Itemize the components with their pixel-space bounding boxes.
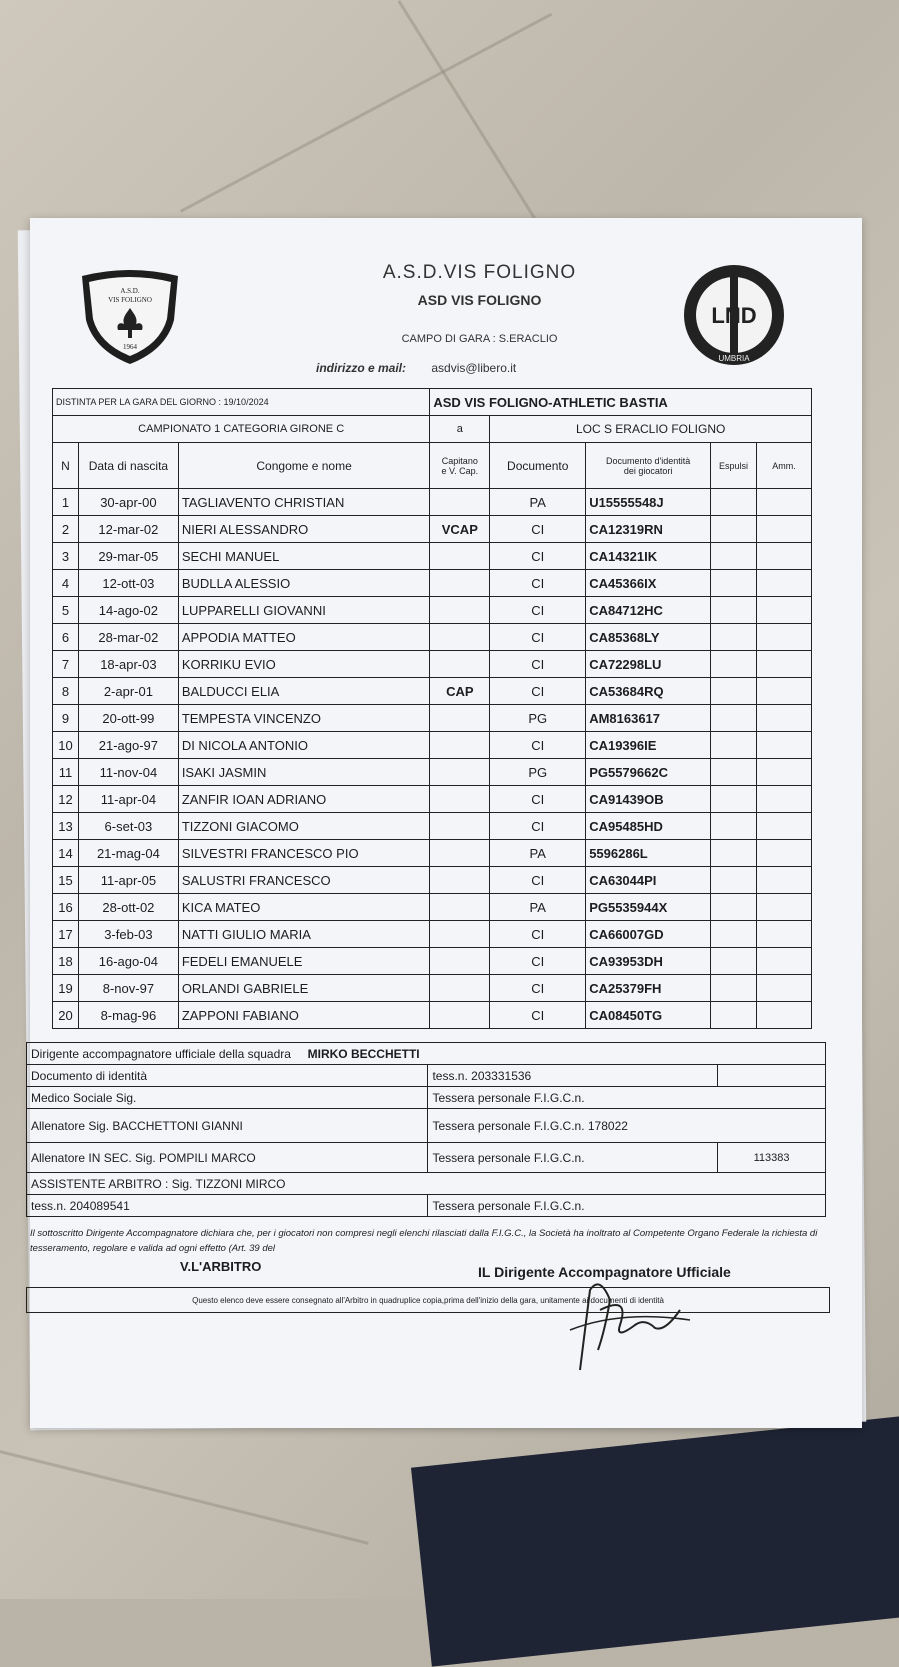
player-espulsi bbox=[711, 1002, 757, 1029]
distinta-row bbox=[53, 389, 812, 416]
declaration-text: Il sottoscritto Dirigente Accompagnatore dichiara che, per i giocatori non compresi negli elenchi rilasciati dalla F.I.G.C., la Società ha inoltrato al Competente Organo Federale la richiesta di tesseramento, regolare e valida ad ogni effetto (Art. 39 del bbox=[30, 1228, 818, 1254]
player-name: FEDELI EMANUELE bbox=[178, 948, 430, 975]
player-doc-id: CA19396IE bbox=[586, 732, 711, 759]
player-number: 3 bbox=[53, 543, 79, 570]
table-row bbox=[53, 543, 812, 570]
player-doc-type: PG bbox=[490, 759, 586, 786]
club-title: A.S.D.VIS FOLIGNO bbox=[382, 262, 577, 283]
player-captain bbox=[430, 759, 490, 786]
player-rows bbox=[53, 489, 812, 1029]
player-dob: 6-set-03 bbox=[78, 813, 178, 840]
staff-table bbox=[26, 1042, 826, 1217]
player-name: LUPPARELLI GIOVANNI bbox=[178, 597, 430, 624]
distinta-date: DISTINTA PER LA GARA DEL GIORNO : 19/10/2024 bbox=[53, 389, 430, 416]
player-doc-id: CA66007GD bbox=[586, 921, 711, 948]
players-table bbox=[52, 388, 812, 1029]
player-captain bbox=[430, 624, 490, 651]
allenatore-sec-number: 113383 bbox=[718, 1143, 826, 1173]
player-captain bbox=[430, 975, 490, 1002]
player-espulsi bbox=[711, 759, 757, 786]
assistente-tess-row bbox=[27, 1195, 826, 1217]
player-number: 1 bbox=[53, 489, 79, 516]
documento-row bbox=[27, 1065, 826, 1087]
assistente-row bbox=[27, 1173, 826, 1195]
player-amm bbox=[757, 1002, 812, 1029]
player-number: 11 bbox=[53, 759, 79, 786]
player-doc-type: CI bbox=[490, 570, 586, 597]
player-name: ISAKI JASMIN bbox=[178, 759, 430, 786]
col-docid-l1: Documento d'identità bbox=[605, 455, 691, 466]
player-name: ZAPPONI FABIANO bbox=[178, 1002, 430, 1029]
allenatore: Allenatore Sig. BACCHETTONI GIANNI bbox=[27, 1109, 428, 1143]
col-espulsi: Espulsi bbox=[711, 443, 757, 489]
table-row bbox=[53, 867, 812, 894]
player-espulsi bbox=[711, 597, 757, 624]
player-doc-id: CA93953DH bbox=[586, 948, 711, 975]
player-doc-type: CI bbox=[490, 651, 586, 678]
player-number: 14 bbox=[53, 840, 79, 867]
player-dob: 8-nov-97 bbox=[78, 975, 178, 1002]
player-doc-id: CA72298LU bbox=[586, 651, 711, 678]
player-name: BUDLLA ALESSIO bbox=[178, 570, 430, 597]
table-row bbox=[53, 489, 812, 516]
medico-tessera: Tessera personale F.I.G.C.n. bbox=[428, 1087, 826, 1109]
player-number: 17 bbox=[53, 921, 79, 948]
player-number: 12 bbox=[53, 786, 79, 813]
player-name: SALUSTRI FRANCESCO bbox=[178, 867, 430, 894]
player-doc-type: CI bbox=[490, 543, 586, 570]
table-row bbox=[53, 624, 812, 651]
crest-name-text: VIS FOLIGNO bbox=[108, 296, 152, 304]
player-doc-type: CI bbox=[490, 867, 586, 894]
player-number: 15 bbox=[53, 867, 79, 894]
player-doc-id: CA84712HC bbox=[586, 597, 711, 624]
lnd-region-text: UMBRIA bbox=[718, 354, 750, 363]
player-dob: 30-apr-00 bbox=[78, 489, 178, 516]
col-docid-l2: dei giocatori bbox=[623, 465, 673, 476]
player-espulsi bbox=[711, 678, 757, 705]
player-doc-id: CA53684RQ bbox=[586, 678, 711, 705]
player-number: 6 bbox=[53, 624, 79, 651]
player-doc-id: CA12319RN bbox=[586, 516, 711, 543]
table-row bbox=[53, 840, 812, 867]
player-captain bbox=[430, 894, 490, 921]
table-row bbox=[53, 921, 812, 948]
player-dob: 14-ago-02 bbox=[78, 597, 178, 624]
match-location: LOC S ERACLIO FOLIGNO bbox=[490, 416, 812, 443]
player-doc-type: CI bbox=[490, 813, 586, 840]
player-doc-type: CI bbox=[490, 948, 586, 975]
table-row bbox=[53, 948, 812, 975]
player-name: NIERI ALESSANDRO bbox=[178, 516, 430, 543]
player-captain bbox=[430, 867, 490, 894]
table-row bbox=[53, 759, 812, 786]
campionato-row bbox=[53, 416, 812, 443]
player-amm bbox=[757, 489, 812, 516]
table-row bbox=[53, 894, 812, 921]
player-captain bbox=[430, 570, 490, 597]
player-amm bbox=[757, 786, 812, 813]
player-doc-type: CI bbox=[490, 975, 586, 1002]
medico-row bbox=[27, 1087, 826, 1109]
player-amm bbox=[757, 570, 812, 597]
dirigente-label: Dirigente accompagnatore ufficiale della squadra bbox=[31, 1046, 291, 1061]
player-dob: 12-ott-03 bbox=[78, 570, 178, 597]
player-captain bbox=[430, 597, 490, 624]
player-captain bbox=[430, 840, 490, 867]
table-row bbox=[53, 651, 812, 678]
player-doc-id: CA91439OB bbox=[586, 786, 711, 813]
handwritten-signature-icon bbox=[560, 1270, 700, 1380]
arbitro-signature-label: V.L'ARBITRO bbox=[180, 1259, 262, 1274]
col-name: Congome e nome bbox=[178, 443, 430, 489]
allenatore-sec-tessera: Tessera personale F.I.G.C.n. bbox=[428, 1143, 718, 1173]
player-name: KORRIKU EVIO bbox=[178, 651, 430, 678]
player-espulsi bbox=[711, 489, 757, 516]
lnd-text: LND bbox=[711, 303, 757, 328]
player-amm bbox=[757, 678, 812, 705]
player-name: ZANFIR IOAN ADRIANO bbox=[178, 786, 430, 813]
dirigente-row bbox=[27, 1043, 826, 1065]
table-row bbox=[53, 1002, 812, 1029]
table-row bbox=[53, 678, 812, 705]
player-doc-id: CA63044PI bbox=[586, 867, 711, 894]
player-amm bbox=[757, 813, 812, 840]
player-doc-id: AM8163617 bbox=[586, 705, 711, 732]
player-dob: 18-apr-03 bbox=[78, 651, 178, 678]
player-espulsi bbox=[711, 543, 757, 570]
col-docid bbox=[586, 443, 711, 489]
col-captain-l2: e V. Cap. bbox=[441, 465, 479, 476]
table-row bbox=[53, 570, 812, 597]
player-number: 2 bbox=[53, 516, 79, 543]
player-amm bbox=[757, 624, 812, 651]
player-doc-id: CA08450TG bbox=[586, 1002, 711, 1029]
player-dob: 16-ago-04 bbox=[78, 948, 178, 975]
crest-top-text: A.S.D. bbox=[120, 287, 140, 295]
player-number: 4 bbox=[53, 570, 79, 597]
player-espulsi bbox=[711, 624, 757, 651]
player-amm bbox=[757, 975, 812, 1002]
player-name: NATTI GIULIO MARIA bbox=[178, 921, 430, 948]
player-amm bbox=[757, 543, 812, 570]
player-dob: 3-feb-03 bbox=[78, 921, 178, 948]
table-row bbox=[53, 597, 812, 624]
player-name: KICA MATEO bbox=[178, 894, 430, 921]
player-doc-type: CI bbox=[490, 1002, 586, 1029]
player-dob: 12-mar-02 bbox=[78, 516, 178, 543]
player-amm bbox=[757, 867, 812, 894]
player-doc-id: CA45366IX bbox=[586, 570, 711, 597]
player-amm bbox=[757, 651, 812, 678]
player-doc-type: CI bbox=[490, 732, 586, 759]
player-name: DI NICOLA ANTONIO bbox=[178, 732, 430, 759]
player-doc-type: PA bbox=[490, 840, 586, 867]
player-dob: 21-mag-04 bbox=[78, 840, 178, 867]
player-espulsi bbox=[711, 705, 757, 732]
assistente-tessera: Tessera personale F.I.G.C.n. bbox=[428, 1195, 826, 1217]
player-captain bbox=[430, 948, 490, 975]
allenatore-sec-row bbox=[27, 1143, 826, 1173]
player-doc-id: CA85368LY bbox=[586, 624, 711, 651]
documento-tess: tess.n. 203331536 bbox=[428, 1065, 718, 1087]
player-amm bbox=[757, 597, 812, 624]
player-captain bbox=[430, 732, 490, 759]
col-captain bbox=[430, 443, 490, 489]
player-dob: 8-mag-96 bbox=[78, 1002, 178, 1029]
campionato: CAMPIONATO 1 CATEGORIA GIRONE C bbox=[53, 416, 430, 443]
player-espulsi bbox=[711, 840, 757, 867]
player-espulsi bbox=[711, 894, 757, 921]
player-name: SILVESTRI FRANCESCO PIO bbox=[178, 840, 430, 867]
player-number: 8 bbox=[53, 678, 79, 705]
player-number: 16 bbox=[53, 894, 79, 921]
player-number: 5 bbox=[53, 597, 79, 624]
email-line bbox=[316, 361, 516, 375]
match-a: a bbox=[430, 416, 490, 443]
col-n: N bbox=[53, 443, 79, 489]
email-value: asdvis@libero.it bbox=[431, 361, 517, 375]
player-espulsi bbox=[711, 570, 757, 597]
campo-di-gara: CAMPO DI GARA : S.ERACLIO bbox=[401, 333, 558, 345]
player-amm bbox=[757, 948, 812, 975]
player-captain bbox=[430, 786, 490, 813]
table-row bbox=[53, 975, 812, 1002]
player-doc-id: CA14321IK bbox=[586, 543, 711, 570]
col-dob: Data di nascita bbox=[78, 443, 178, 489]
documento-extra bbox=[718, 1065, 826, 1087]
player-espulsi bbox=[711, 732, 757, 759]
player-dob: 28-ott-02 bbox=[78, 894, 178, 921]
col-doc: Documento bbox=[490, 443, 586, 489]
assistente: ASSISTENTE ARBITRO : Sig. TIZZONI MIRCO bbox=[27, 1173, 826, 1195]
player-doc-type: PA bbox=[490, 489, 586, 516]
player-doc-type: CI bbox=[490, 624, 586, 651]
player-number: 13 bbox=[53, 813, 79, 840]
player-amm bbox=[757, 759, 812, 786]
player-doc-type: CI bbox=[490, 921, 586, 948]
col-captain-l1: Capitano bbox=[441, 455, 478, 466]
player-doc-type: CI bbox=[490, 678, 586, 705]
allenatore-sec: Allenatore IN SEC. Sig. POMPILI MARCO bbox=[27, 1143, 428, 1173]
player-number: 19 bbox=[53, 975, 79, 1002]
player-name: ORLANDI GABRIELE bbox=[178, 975, 430, 1002]
player-doc-id: CA25379FH bbox=[586, 975, 711, 1002]
player-captain bbox=[430, 921, 490, 948]
player-doc-type: CI bbox=[490, 597, 586, 624]
player-captain bbox=[430, 543, 490, 570]
player-doc-type: PA bbox=[490, 894, 586, 921]
player-amm bbox=[757, 516, 812, 543]
player-doc-id: PG5579662C bbox=[586, 759, 711, 786]
table-header-row bbox=[53, 443, 812, 489]
medico-label: Medico Sociale Sig. bbox=[27, 1087, 428, 1109]
player-espulsi bbox=[711, 948, 757, 975]
player-doc-type: PG bbox=[490, 705, 586, 732]
dirigente-signature-label: IL Dirigente Accompagnatore Ufficiale bbox=[478, 1264, 731, 1280]
player-name: TEMPESTA VINCENZO bbox=[178, 705, 430, 732]
col-amm: Amm. bbox=[757, 443, 812, 489]
player-name: TAGLIAVENTO CHRISTIAN bbox=[178, 489, 430, 516]
player-espulsi bbox=[711, 786, 757, 813]
player-captain bbox=[430, 813, 490, 840]
player-dob: 28-mar-02 bbox=[78, 624, 178, 651]
player-dob: 11-apr-04 bbox=[78, 786, 178, 813]
player-captain bbox=[430, 489, 490, 516]
player-dob: 21-ago-97 bbox=[78, 732, 178, 759]
player-doc-type: CI bbox=[490, 516, 586, 543]
player-amm bbox=[757, 732, 812, 759]
player-dob: 2-apr-01 bbox=[78, 678, 178, 705]
player-captain bbox=[430, 651, 490, 678]
player-captain: CAP bbox=[430, 678, 490, 705]
player-dob: 11-apr-05 bbox=[78, 867, 178, 894]
footer-note: Questo elenco deve essere consegnato all'Arbitro in quadruplice copia,prima dell'inizio della gara, unitamente ai documenti di identità bbox=[26, 1287, 830, 1313]
player-name: SECHI MANUEL bbox=[178, 543, 430, 570]
player-espulsi bbox=[711, 975, 757, 1002]
player-espulsi bbox=[711, 516, 757, 543]
player-dob: 11-nov-04 bbox=[78, 759, 178, 786]
player-doc-id: CA95485HD bbox=[586, 813, 711, 840]
player-amm bbox=[757, 921, 812, 948]
dirigente-name: MIRKO BECCHETTI bbox=[307, 1046, 420, 1061]
player-espulsi bbox=[711, 651, 757, 678]
player-captain bbox=[430, 1002, 490, 1029]
player-doc-id: PG5535944X bbox=[586, 894, 711, 921]
player-dob: 29-mar-05 bbox=[78, 543, 178, 570]
allenatore-tessera: Tessera personale F.I.G.C.n. 178022 bbox=[428, 1109, 826, 1143]
player-number: 10 bbox=[53, 732, 79, 759]
documento-label: Documento di identità bbox=[27, 1065, 428, 1087]
player-doc-id: U15555548J bbox=[586, 489, 711, 516]
club-subtitle: ASD VIS FOLIGNO bbox=[417, 292, 542, 308]
player-amm bbox=[757, 894, 812, 921]
allenatore-row bbox=[27, 1109, 826, 1143]
player-number: 18 bbox=[53, 948, 79, 975]
player-captain bbox=[430, 705, 490, 732]
table-row bbox=[53, 786, 812, 813]
player-espulsi bbox=[711, 921, 757, 948]
player-espulsi bbox=[711, 867, 757, 894]
assistente-tess: tess.n. 204089541 bbox=[27, 1195, 428, 1217]
table-row bbox=[53, 516, 812, 543]
player-name: BALDUCCI ELIA bbox=[178, 678, 430, 705]
player-name: TIZZONI GIACOMO bbox=[178, 813, 430, 840]
player-espulsi bbox=[711, 813, 757, 840]
table-row bbox=[53, 732, 812, 759]
match-teams: ASD VIS FOLIGNO-ATHLETIC BASTIA bbox=[430, 389, 812, 416]
table-row bbox=[53, 705, 812, 732]
player-name: APPODIA MATTEO bbox=[178, 624, 430, 651]
table-row bbox=[53, 813, 812, 840]
player-number: 9 bbox=[53, 705, 79, 732]
player-dob: 20-ott-99 bbox=[78, 705, 178, 732]
player-doc-type: CI bbox=[490, 786, 586, 813]
player-number: 20 bbox=[53, 1002, 79, 1029]
player-number: 7 bbox=[53, 651, 79, 678]
player-doc-id: 5596286L bbox=[586, 840, 711, 867]
dirigente-cell bbox=[27, 1043, 826, 1065]
email-label: indirizzo e mail: bbox=[316, 361, 407, 375]
player-amm bbox=[757, 705, 812, 732]
player-amm bbox=[757, 840, 812, 867]
player-captain: VCAP bbox=[430, 516, 490, 543]
crest-year-text: 1964 bbox=[123, 343, 137, 351]
